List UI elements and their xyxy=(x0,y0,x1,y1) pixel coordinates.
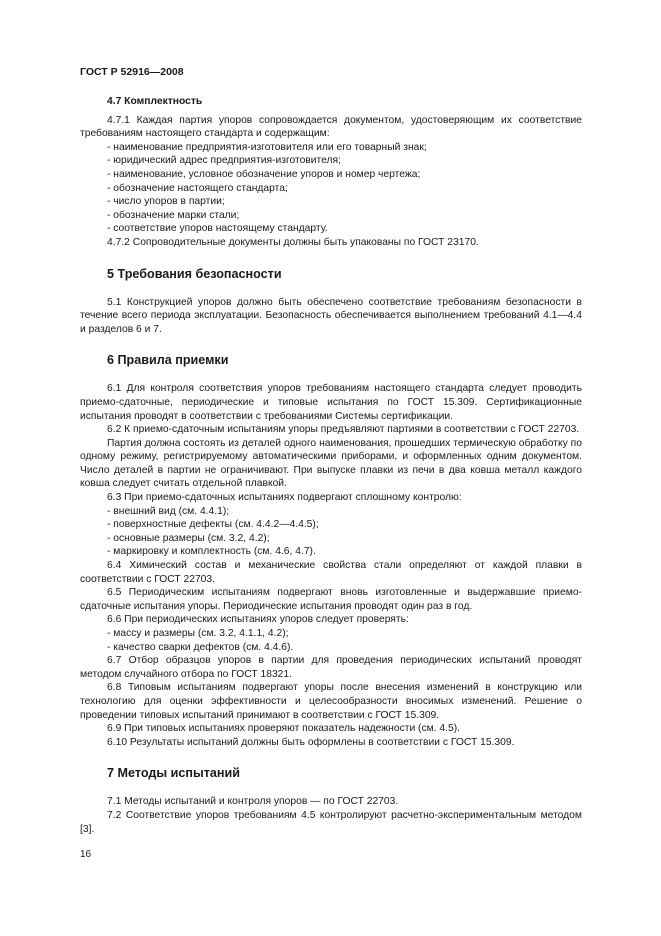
list-item: - основные размеры (см. 3.2, 4.2); xyxy=(107,532,270,544)
list-item: - соответствие упоров настоящему стандарту. xyxy=(107,223,328,235)
paragraph-6-2: 6.2 К приемо-сдаточным испытаниям упоры предъявляют партиями в соответствии с ГОСТ 22703. xyxy=(107,424,580,436)
document-body xyxy=(80,95,582,836)
list-item: - число упоров в партии; xyxy=(107,196,225,208)
paragraph-4-7-2: 4.7.2 Сопроводительные документы должны быть упакованы по ГОСТ 23170. xyxy=(107,236,479,248)
list-item: - обозначение настоящего стандарта; xyxy=(107,182,288,194)
section-heading-7: 7 Методы испытаний xyxy=(107,766,240,781)
list-item: - юридический адрес предприятия-изготовителя; xyxy=(107,155,341,167)
paragraph-6-1: 6.1 Для контроля соответствия упоров требованиям настоящего стандарта следует проводить приемо-сдаточные, периодические и типовые испытания по ГОСТ 15.309. Сертификационные испытания проводят в соответствии с требованиями Системы сертификации. xyxy=(80,383,582,422)
list-item: - качество сварки дефектов (см. 4.4.6). xyxy=(107,641,294,653)
page-number: 16 xyxy=(80,849,92,860)
paragraph-6-4: 6.4 Химический состав и механические свойства стали определяют от каждой плавки в соответствии с ГОСТ 22703. xyxy=(80,560,582,585)
paragraph-6-2-lot: Партия должна состоять из деталей одного наименования, прошедших термическую обработку по одному режиму, регистрируемому автоматическими приборами, и оформленных одним документом. Число деталей в партии не ограничивают. При выпуске плавки из печи в два ковша металл каждого ковша следует считать отдельной плавкой. xyxy=(80,437,582,490)
paragraph-6-10: 6.10 Результаты испытаний должны быть оформлены в соответствии с ГОСТ 15.309. xyxy=(107,736,515,748)
list-item: - массу и размеры (см. 3.2, 4.1.1, 4.2); xyxy=(107,628,289,639)
paragraph-4-7-1: 4.7.1 Каждая партия упоров сопровождается документом, удостоверяющим их соответствие требованиям настоящего стандарта и содержащим: xyxy=(80,114,582,140)
paragraph-6-3: 6.3 При приемо-сдаточных испытаниях подвергают сплошному контролю: xyxy=(107,492,462,504)
list-item: - наименование, условное обозначение упоров и номер чертежа; xyxy=(107,168,421,180)
list-item: - маркировку и комплектность (см. 4.6, 4.7). xyxy=(107,546,316,558)
paragraph-6-9: 6.9 При типовых испытаниях проверяют показатель надежности (см. 4.5). xyxy=(107,723,461,735)
list-item: - поверхностные дефекты (см. 4.4.2—4.4.5); xyxy=(107,519,319,531)
paragraph-6-7: 6.7 Отбор образцов упоров в партии для проведения периодических испытаний проводят методом случайного отбора по ГОСТ 18321. xyxy=(80,655,582,680)
paragraph-5-1: 5.1 Конструкцией упоров должно быть обеспечено соответствие требованиям безопасности в течение всего периода эксплуатации. Безопасность обеспечивается выполнением требований 4.1—4.4 и разделов 6 и 7. xyxy=(80,296,582,335)
section-heading-5: 5 Требования безопасности xyxy=(107,266,282,281)
paragraph-6-6: 6.6 При периодических испытаниях упоров следует проверять: xyxy=(107,614,409,626)
paragraph-6-5: 6.5 Периодическим испытаниям подвергают вновь изготовленные и выдержавшие приемо-сдаточные испытания упоры. Периодические испытания проводят один раз в год. xyxy=(80,587,582,612)
subsection-heading-4-7: 4.7 Комплектность xyxy=(107,96,203,107)
list-item: - внешний вид (см. 4.4.1); xyxy=(107,505,230,517)
paragraph-7-1: 7.1 Методы испытаний и контроля упоров — по ГОСТ 22703. xyxy=(107,796,399,808)
paragraph-6-8: 6.8 Типовым испытаниям подвергают упоры после внесения изменений в конструкцию или технологию для оценки эффективности и целесообразности вносимых изменений. Решение о проведении типовых испытаний принимают в соответствии с ГОСТ 15.309. xyxy=(80,682,582,721)
list-item: - обозначение марки стали; xyxy=(107,209,240,221)
paragraph-7-2: 7.2 Соответствие упоров требованиям 4.5 контролируют расчетно-экспериментальным методом [3]. xyxy=(80,809,582,835)
section-heading-6: 6 Правила приемки xyxy=(107,353,229,368)
list-item: - наименование предприятия-изготовителя или его товарный знак; xyxy=(107,141,427,153)
document-header: ГОСТ Р 52916—2008 xyxy=(80,66,184,78)
